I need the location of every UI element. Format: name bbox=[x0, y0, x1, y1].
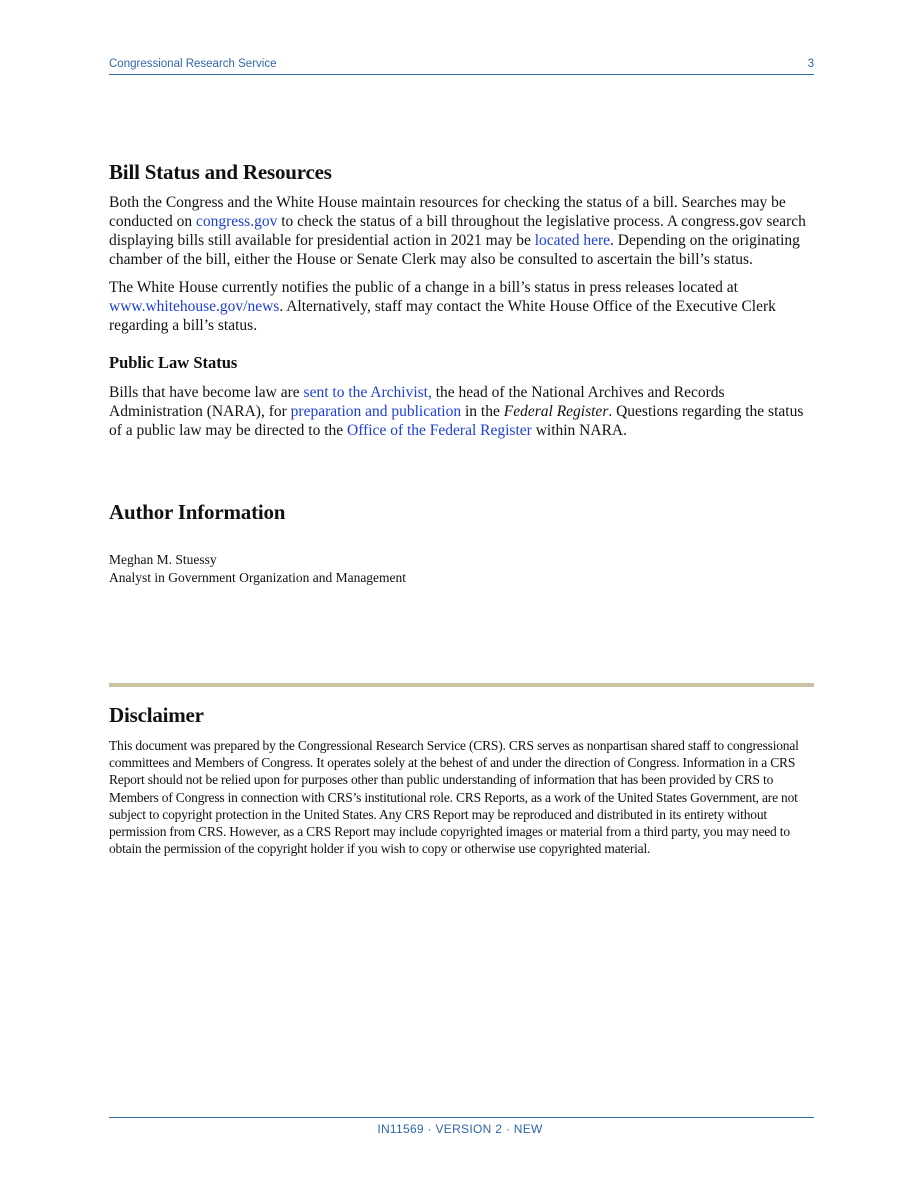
heading-public-law-status: Public Law Status bbox=[109, 353, 238, 372]
paragraph-public-law bbox=[109, 383, 814, 440]
text-run: Bills that have become law are bbox=[109, 384, 304, 401]
link-located-here[interactable]: located here bbox=[534, 232, 611, 249]
link-preparation-publication[interactable]: preparation and publication bbox=[290, 403, 462, 420]
heading-disclaimer: Disclaimer bbox=[109, 703, 204, 727]
link-congress-gov[interactable]: congress.gov bbox=[195, 213, 278, 230]
main-content bbox=[109, 160, 814, 857]
link-office-federal-register[interactable]: Office of the Federal Register bbox=[347, 422, 532, 439]
author-title: Analyst in Government Organization and Management bbox=[109, 570, 407, 585]
italic-federal-register: Federal Register bbox=[503, 403, 609, 420]
heading-author-information: Author Information bbox=[109, 500, 286, 524]
paragraph-bill-status-1 bbox=[109, 193, 814, 269]
disclaimer-divider bbox=[109, 683, 814, 687]
page-header bbox=[109, 56, 814, 75]
author-name: Meghan M. Stuessy bbox=[109, 552, 217, 567]
author-block bbox=[109, 551, 814, 587]
link-sent-to-archivist[interactable]: sent to the Archivist, bbox=[303, 384, 432, 401]
disclaimer-text: This document was prepared by the Congressional Research Service (CRS). CRS serves as nonpartisan shared staff to congressional committees and Members of Congress. It operates solely at the behest of and under the direction of Congress. Information in a CRS Report should not be relied upon for purposes other than public understanding of information that has been provided by CRS to Members of Congress in connection with CRS’s institutional role. CRS Reports, as a work of the United States Government, are not subject to copyright protection in the United States. Any CRS Report may be reproduced and distributed in its entirety without permission from CRS. However, as a CRS Report may include copyrighted images or material from a third party, you may need to obtain the permission of the copyright holder if you wish to copy or otherwise use copyrighted material. bbox=[109, 738, 799, 857]
link-whitehouse-news[interactable]: www.whitehouse.gov/news bbox=[109, 298, 280, 315]
text-run: Both the Congress and the White House maintain resources for checking the status of a bill. Searches may be conducted on bbox=[109, 194, 786, 230]
text-run: . Depending on the originating chamber of the bill, either the House or Senate Clerk may also be consulted to ascertain the bill’s status. bbox=[109, 232, 800, 268]
heading-bill-status: Bill Status and Resources bbox=[109, 160, 332, 184]
text-run: within NARA. bbox=[531, 422, 627, 439]
text-run: . Alternatively, staff may contact the White House Office of the Executive Clerk regarding a bill’s status. bbox=[109, 298, 776, 334]
header-page-number: 3 bbox=[807, 58, 814, 70]
text-run: in the bbox=[461, 403, 504, 420]
page-footer: IN11569 · VERSION 2 · NEW bbox=[377, 1122, 543, 1136]
footer-rule bbox=[109, 1117, 814, 1118]
header-publisher: Congressional Research Service bbox=[109, 58, 277, 70]
paragraph-bill-status-2 bbox=[109, 278, 814, 335]
text-run: . Questions regarding the status of a public law may be directed to the bbox=[109, 403, 804, 439]
text-run: the head of the National Archives and Records Administration (NARA), for bbox=[109, 384, 725, 420]
text-run: The White House currently notifies the public of a change in a bill’s status in press releases located at bbox=[109, 279, 738, 296]
text-run: to check the status of a bill throughout the legislative process. A congress.gov search displaying bills still available for presidential action in 2021 may be bbox=[109, 213, 806, 249]
